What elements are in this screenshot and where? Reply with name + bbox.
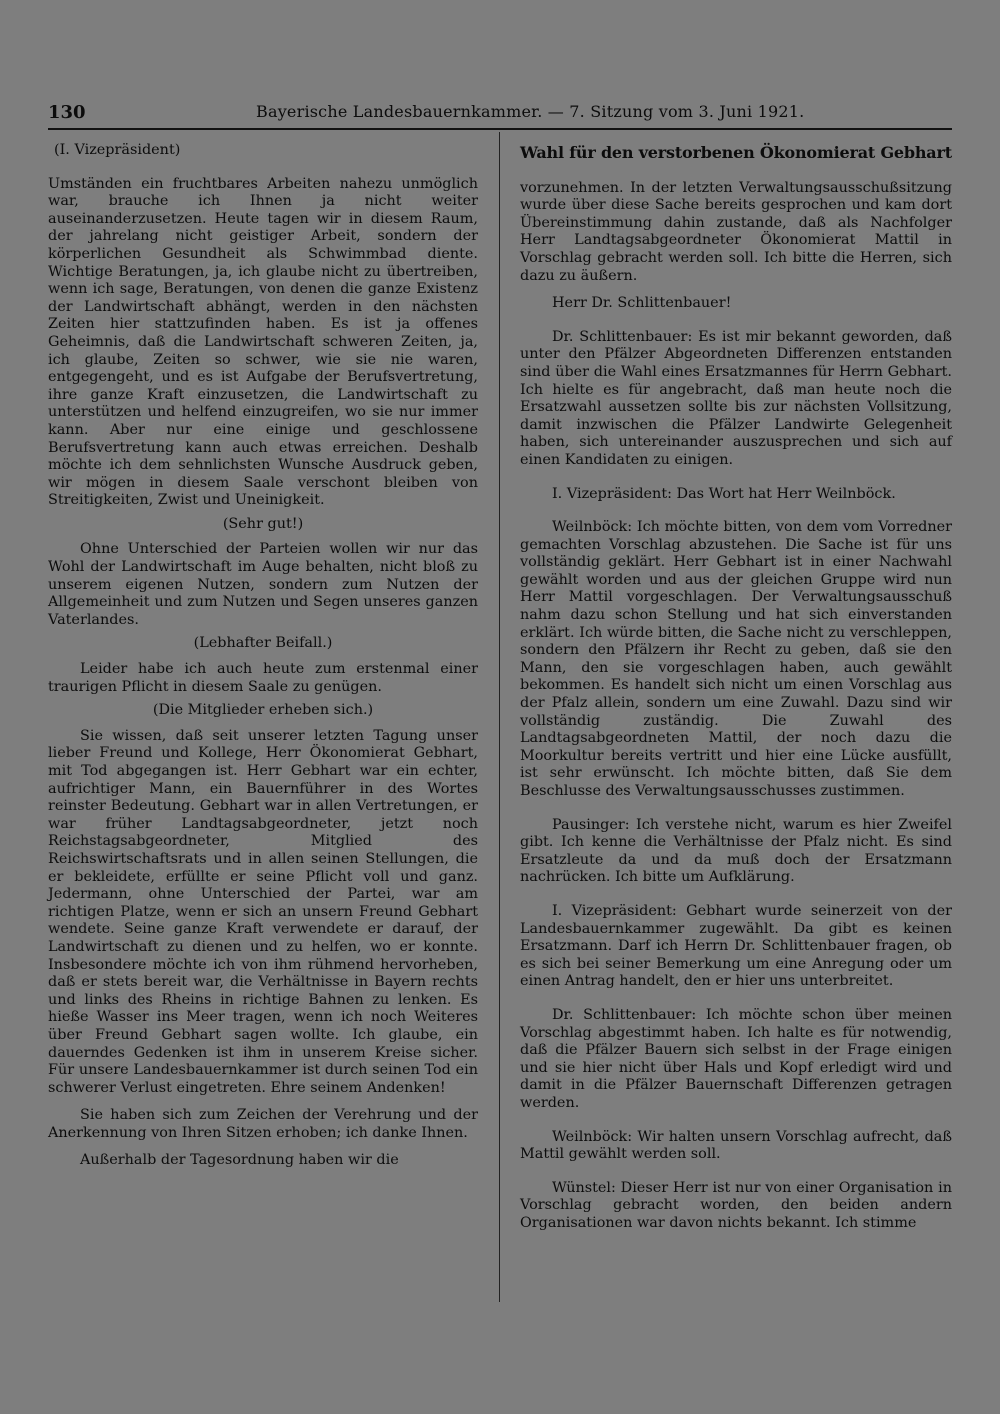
section-heading: Wahl für den verstorbenen Ökonomierat Gebhart: [520, 143, 952, 162]
paragraph: Sie wissen, daß seit unserer letzten Tagung unser lieber Freund und Kollege, Herr Ökonomierat Gebhart, mit Tod abgegangen ist. Herr Gebhart war ein echter, aufrichtiger Mann, ein Bauernführer in des Wortes reinster Bedeutung. Gebhart war in allen Vertretungen, er war früher Landtagsabgeordneter, jetzt noch Reichstagsabgeordneter, Mitglied des Reichswirtschaftsrats und in allen seinen Stellungen, die er bekleidete, erfüllte er seine Pflicht voll und ganz. Jedermann, ohne Unterschied der Partei, war am richtigen Platze, wenn er sich an unsern Freund Gebhart wendete. Seine ganze Kraft verwendete er darauf, der Landwirtschaft zu dienen und zu helfen, wo er konnte. Insbesondere möchte ich von ihm rühmend hervorheben, daß er stets bereit war, die Verhältnisse in Bayern rechts und links des Rheins in richtige Bahnen zu lenken. Es hieße Wasser ins Meer tragen, wenn ich noch Weiteres über Freund Gebhart sagen wollte. Ich glaube, ein dauerndes Gedenken ist ihm in unserem Kreise sicher. Für unsere Landesbauernkammer ist durch seinen Tod ein schwerer Verlust eingetreten. Ehre seinem Andenken!: [48, 727, 478, 1096]
speaker-call: Herr Dr. Schlittenbauer!: [552, 295, 732, 312]
header-rule: [48, 128, 952, 130]
left-column: [48, 142, 478, 1170]
running-head: Bayerische Landesbauernkammer. — 7. Sitzung vom 3. Juni 1921.: [256, 102, 805, 121]
right-column: [520, 142, 952, 1232]
paragraph: vorzunehmen. In der letzten Verwaltungsausschußsitzung wurde über diese Sache bereits gesprochen und kam dort Übereinstimmung dahin zustande, daß als Nachfolger Herr Landtagsabgeordneter Ökonomierat Mattil in Vorschlag gebracht werden soll. Ich bitte die Herren, sich dazu zu äußern.: [520, 179, 952, 284]
left-column-heading: (I. Vizepräsident): [54, 142, 181, 158]
speech: Pausinger: Ich verstehe nicht, warum es hier Zweifel gibt. Ich kenne die Verhältnisse der Pfalz nicht. Es sind Ersatzleute da und da muß doch der Ersatzmann nachrücken. Ich bitte um Aufklärung.: [520, 816, 952, 886]
paragraph: Leider habe ich auch heute zum erstenmal einer traurigen Pflicht in diesem Saale zu genügen.: [48, 661, 478, 695]
interjection: (Sehr gut!): [222, 515, 304, 532]
speech: Weilnböck: Ich möchte bitten, von dem vom Vorredner gemachten Vorschlag abzustehen. Die Sache ist für uns vollständig geklärt. Herr Gebhart ist in einer Nachwahl gewählt worden und aus der gleichen Gruppe wird nun Herr Mattil vorgeschlagen. Der Verwaltungsausschuß nahm dazu schon Stellung und hat sich einverstanden erklärt. Ich würde bitten, die Sache nicht zu verschleppen, sondern den Pfälzern ihr Recht zu geben, daß sie den Mann, den sie vorgeschlagen haben, auch gewählt bekommen. Es handelt sich nicht um einen Vorschlag aus der Pfalz allein, sondern um eine Zuwahl. Dazu sind wir vollständig zuständig. Die Zuwahl des Landtagsabgeordneten Mattil, der noch dazu die Moorkultur bereits vertritt und hier eine Lücke ausfüllt, ist sehr erwünscht. Ich möchte bitten, daß Sie dem Beschlusse des Verwaltungsausschusses zustimmen.: [520, 519, 952, 799]
speech: Wünstel: Dieser Herr ist nur von einer Organisation in Vorschlag gebracht worden, den beiden andern Organisationen war davon nichts bekannt. Ich stimme: [520, 1179, 952, 1231]
interjection: (Die Mitglieder erheben sich.): [152, 702, 374, 719]
interjection: (Lebhafter Beifall.): [193, 635, 333, 652]
paragraph: Umständen ein fruchtbares Arbeiten nahezu unmöglich war, brauche ich Ihnen ja nicht weiter auseinanderzusetzen. Heute tagen wir in diesem Raum, der jahrelang nicht geistiger Arbeit, sondern der körperlichen Gesundheit als Schwimmbad diente. Wichtige Beratungen, ja, ich glaube nicht zu übertreiben, wenn ich sage, Beratungen, von denen die ganze Existenz der Landwirtschaft abhängt, werden in den nächsten Zeiten hier stattzufinden haben. Es ist ja offenes Geheimnis, daß die Landwirtschaft schweren Zeiten, ja, ich glaube, Zeiten so schwer, wie sie nie waren, entgegengeht, und es ist Aufgabe der Berufsvertretung, ihre ganze Kraft einzusetzen, die Landwirtschaft zu unterstützen und helfend einzugreifen, wo sie nur immer kann. Aber nur eine einige und geschlossene Berufsvertretung kann auch etwas erreichen. Deshalb möchte ich dem sehnlichsten Wunsche Ausdruck geben, wir mögen in diesem Saale verschont bleiben von Streitigkeiten, Zwist und Uneinigkeit.: [48, 175, 478, 509]
speech: I. Vizepräsident: Das Wort hat Herr Weilnböck.: [552, 485, 896, 502]
paragraph: Sie haben sich zum Zeichen der Verehrung und der Anerkennung von Ihren Sitzen erhoben; ich danke Ihnen.: [48, 1107, 478, 1141]
page-header: [48, 100, 950, 126]
paragraph: Ohne Unterschied der Parteien wollen wir nur das Wohl der Landwirtschaft im Auge behalten, nicht bloß zu unserem eigenen Nutzen, sondern zum Nutzen der Allgemeinheit und zum Nutzen und Segen unseres ganzen Vaterlandes.: [48, 541, 478, 628]
speech: Dr. Schlittenbauer: Es ist mir bekannt geworden, daß unter den Pfälzer Abgeordneten Differenzen entstanden sind über die Wahl eines Ersatzmannes für Herrn Gebhart. Ich hielte es für angebracht, daß man heute noch die Ersatzwahl aussetzen sollte bis zur nächsten Vollsitzung, damit inzwischen die Pfälzer Landwirte Gelegenheit haben, sich untereinander auszusprechen und sich auf einen Kandidaten zu einigen.: [520, 328, 952, 468]
speech: I. Vizepräsident: Gebhart wurde seinerzeit von der Landesbauernkammer zugewählt. Da gibt es keinen Ersatzmann. Darf ich Herrn Dr. Schlittenbauer fragen, ob es sich bei seiner Bemerkung um eine Anregung oder um einen Antrag handelt, den er hier uns unterbreitet.: [520, 902, 952, 990]
speech: Dr. Schlittenbauer: Ich möchte schon über meinen Vorschlag abgestimmt haben. Ich halte es für notwendig, daß die Pfälzer Bauern sich selbst in der Frage einigen und sie hier nicht über Hals und Kopf erledigt wird und damit in die Pfälzer Bauernschaft Differenzen getragen werden.: [520, 1006, 952, 1111]
page-number: 130: [48, 102, 86, 123]
paragraph: Außerhalb der Tagesordnung haben wir die: [80, 1152, 399, 1169]
column-divider: [499, 132, 500, 1302]
speech: Weilnböck: Wir halten unsern Vorschlag aufrecht, daß Mattil gewählt werden soll.: [520, 1128, 952, 1163]
